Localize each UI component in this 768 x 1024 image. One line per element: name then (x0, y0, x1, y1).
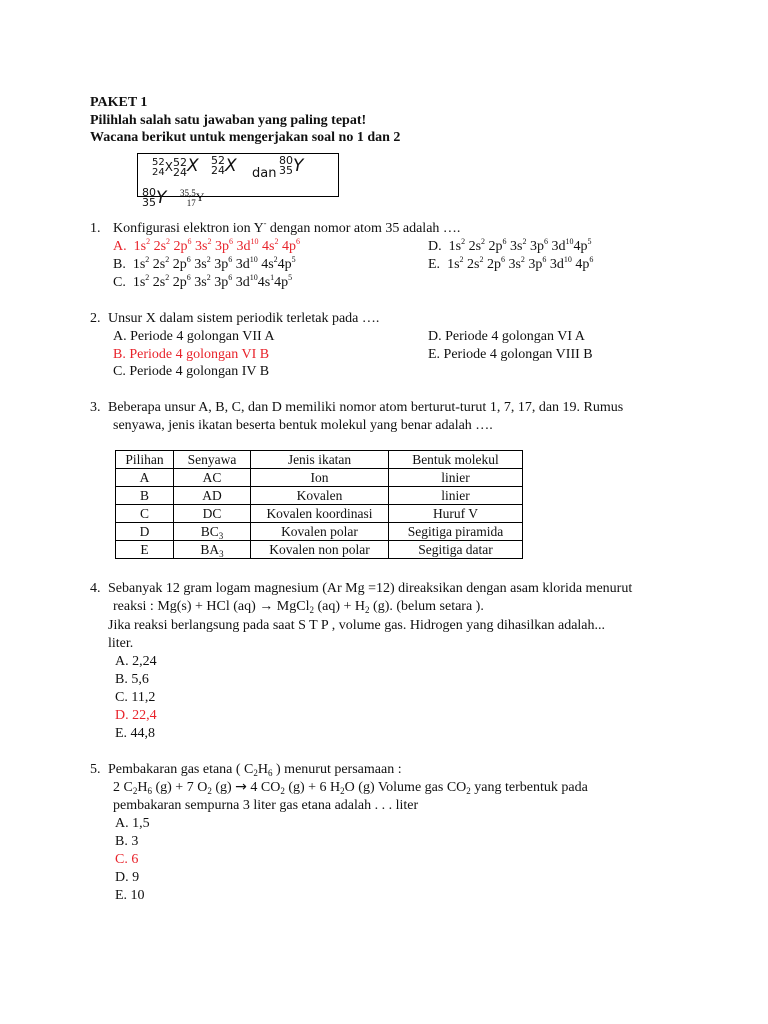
table-cell: Huruf V (389, 505, 523, 523)
q4-text-line1: Sebanyak 12 gram logam magnesium (Ar Mg =12) direaksikan dengan asam klorida menurut (108, 581, 633, 596)
q4-text-line4: liter. (108, 636, 134, 651)
q5-option-a[interactable]: A. 1,5 (115, 816, 150, 831)
q5-number: 5. (90, 762, 101, 777)
table-header: Senyawa (174, 451, 251, 469)
table-cell: D (116, 523, 174, 541)
q4-option-b[interactable]: B. 5,6 (115, 672, 149, 687)
q4-option-c[interactable]: C. 11,2 (115, 690, 156, 705)
table-cell: Kovalen koordinasi (251, 505, 389, 523)
q1-option-b[interactable]: B. $1s^2$ $2s^2$ $2p^6$ $3s^2$ $3p^6$ $3d^{10}$ $4s^24p^5$ (113, 255, 296, 272)
q5-equation: 2 $C_2H_6$ (g) + 7 $O_2$ (g) → 4 $CO_2$ (g) + 6 $H_2O$ (g) Volume gas $CO_2$ yang terbentuk pada (113, 779, 588, 796)
reaction-arrow-icon: → (235, 779, 247, 795)
q2-option-c[interactable]: C. Periode 4 golongan IV B (113, 364, 270, 379)
table-header: Bentuk molekul (389, 451, 523, 469)
table-cell: Segitiga piramida (389, 523, 523, 541)
table-cell: $BA_3$ (174, 541, 251, 559)
table-cell: $BC_3$ (174, 523, 251, 541)
q1-number: 1. (90, 221, 101, 236)
q1-option-d[interactable]: D. $1s^2$ $2s^2$ $2p^6$ $3s^2$ $3p^6$ $3d^{10}4p^5$ (428, 237, 592, 254)
passage-intro: Wacana berikut untuk mengerjakan soal no 1 dan 2 (90, 130, 401, 145)
q5-text-line1: Pembakaran gas etana ( $C_2H_6$ ) menurut persamaan : (108, 762, 402, 778)
table-header: Jenis ikatan (251, 451, 389, 469)
instruction: Pilihlah salah satu jawaban yang paling tepat! (90, 113, 367, 128)
table-cell: linier (389, 487, 523, 505)
table-cell: A (116, 469, 174, 487)
q2-option-b[interactable]: B. Periode 4 golongan VI B (113, 347, 270, 362)
q1-option-a[interactable]: A. $1s^2$ $2s^2$ $2p^6$ $3s^2$ $3p^6$ $3d^{10}$ $4s^2$ $4p^6$ (113, 237, 300, 254)
table-row (116, 469, 523, 487)
table-cell: C (116, 505, 174, 523)
table-header-row (116, 451, 523, 469)
q2-option-a[interactable]: A. Periode 4 golongan VII A (113, 329, 275, 344)
q3-table (115, 450, 523, 559)
table-cell: B (116, 487, 174, 505)
table-row (116, 541, 523, 559)
q1-option-e[interactable]: E. $1s^2$ $2s^2$ $2p^6$ $3s^2$ $3p^6$ $3d^{10}$ $4p^6$ (428, 255, 594, 272)
page-title: PAKET 1 (90, 95, 148, 110)
q4-text-line2: reaksi : Mg(s) + HCl (aq) → MgCl$_2$ $(aq) + H_2$ (g). (belum setara ). (113, 599, 484, 615)
q5-text-line3: pembakaran sempurna 3 liter gas etana adalah . . . liter (113, 798, 419, 813)
q3-text-line1: Beberapa unsur A, B, C, dan D memiliki nomor atom berturut-turut 1, 7, 17, dan 19. Rumus (108, 400, 624, 415)
table-cell: AC (174, 469, 251, 487)
isotope-x: 52 24X (211, 154, 237, 177)
q5-option-d[interactable]: D. 9 (115, 870, 140, 885)
table-cell: Kovalen (251, 487, 389, 505)
q4-option-d[interactable]: D. 22,4 (115, 708, 157, 723)
isotope-y-mass-355: 35,5 17Y (180, 188, 205, 208)
q4-option-e[interactable]: E. 44,8 (115, 726, 156, 741)
table-cell: Kovalen non polar (251, 541, 389, 559)
table-cell: DC (174, 505, 251, 523)
table-cell: E (116, 541, 174, 559)
q4-text-line3: Jika reaksi berlangsung pada saat S T P , volume gas. Hidrogen yang dihasilkan adalah... (108, 618, 606, 633)
q5-option-c[interactable]: C. 6 (115, 852, 139, 867)
q3-text-line2: senyawa, jenis ikatan beserta bentuk molekul yang benar adalah …. (113, 418, 493, 433)
dan-label: dan (252, 166, 277, 181)
q2-option-d[interactable]: D. Periode 4 golongan VI A (428, 329, 585, 344)
q1-option-c[interactable]: C. $1s^2$ $2s^2$ $2p^6$ $3s^2$ $3p^6$ $3d^{10}4s^14p^5$ (113, 273, 293, 290)
table-cell: linier (389, 469, 523, 487)
q5-option-b[interactable]: B. 3 (115, 834, 139, 849)
table-cell: AD (174, 487, 251, 505)
q4-number: 4. (90, 581, 101, 596)
isotope-y-second: 80 35Y (142, 186, 167, 209)
table-header: Pilihan (116, 451, 174, 469)
q2-text: Unsur X dalam sistem periodik terletak pada …. (108, 311, 380, 326)
q3-number: 3. (90, 400, 101, 415)
q1-text: Konfigurasi elektron ion Y- dengan nomor atom 35 adalah …. (113, 219, 461, 236)
table-cell: Segitiga datar (389, 541, 523, 559)
table-row (116, 523, 523, 541)
q5-option-e[interactable]: E. 10 (115, 888, 145, 903)
q4-option-a[interactable]: A. 2,24 (115, 654, 157, 669)
table-cell: Ion (251, 469, 389, 487)
isotope-y: 80 35Y (279, 154, 304, 177)
table-row (116, 505, 523, 523)
table-row (116, 487, 523, 505)
table-cell: Kovalen polar (251, 523, 389, 541)
q2-number: 2. (90, 311, 101, 326)
isotope-x-small: 52 24X52 24X (152, 155, 199, 179)
q2-option-e[interactable]: E. Periode 4 golongan VIII B (428, 347, 593, 362)
